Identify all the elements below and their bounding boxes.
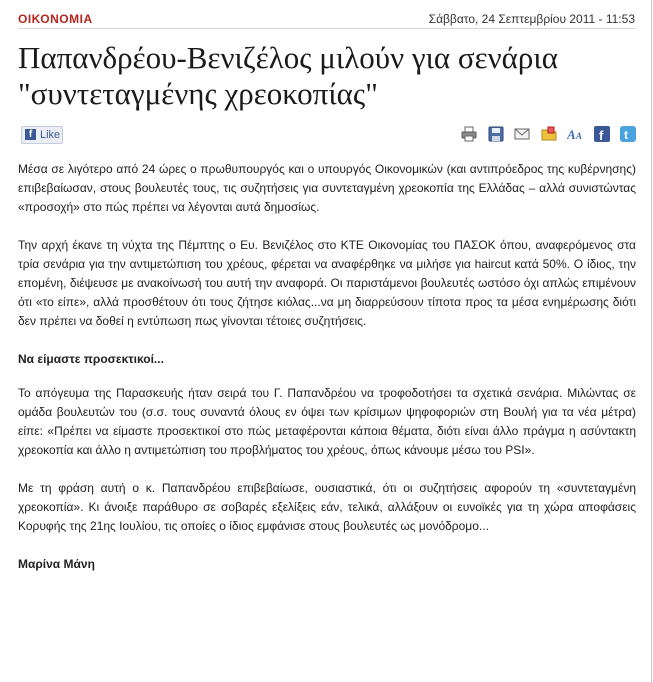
facebook-like-button[interactable] [21,126,63,144]
svg-text:A: A [576,131,583,141]
article-subheading: Να είμαστε προσεκτικοί... [18,352,164,366]
publish-date: Σάββατο, 24 Σεπτεμβρίου 2011 - 11:53 [428,12,635,26]
email-icon[interactable] [514,126,530,142]
like-label: Like [40,129,61,141]
article-body [18,160,636,593]
article-title: Παπανδρέου-Βενιζέλος μιλούν για σενάρια "συντεταγμένης χρεοκοπίας" [18,40,558,111]
svg-text:f: f [598,128,603,142]
svg-text:t: t [624,128,628,142]
share-tools [455,126,636,144]
save-icon[interactable] [488,126,504,142]
print-icon[interactable] [461,126,477,142]
article-paragraph: Την αρχή έκανε τη νύχτα της Πέμπτης ο Ευ. Βενιζέλος στο ΚΤΕ Οικονομίας του ΠΑΣΟΚ όπου, αναφερόμενος στα τρία σενάρια για την αντιμετώπιση του χρέους, φέρεται να αναφέρθηκε να μιλήσε για haircut κατά 50%. Ο ίδιος, την επομένη, διέψευσε με ανακοίνωσή του αυτή την αναφορά. Οι παριστάμενοι βουλευτές ωστόσο όχι απλώς επιμένουν ότι «το είπε», αλλά προσθέτουν ότι τους ζήτησε κιόλας...να μη διαρρεύσουν τίποτα προς τα μέσα ενημέρωσης διότι δεν πρέπει να δοθεί η εντύπωση πως γίνονται τέτοιες συζητήσεις. [18,238,636,328]
font-size-icon[interactable] [567,126,583,142]
article-paragraph: Με τη φράση αυτή ο κ. Παπανδρέου επιβεβαίωσε, ουσιαστικά, ότι οι συζητήσεις αφορούν τη «συντεταγμένη χρεοκοπία». Κι άνοιξε παράθυρο σε σοβαρές εξελίξεις εάν, τελικά, αλλάξουν οι ευνοϊκές για τη χώρα αποφάσεις Κορυφής της 21ης Ιουλίου, τις οποίες ο ίδιος εμφάνισε στους βουλευτές ως μονόδρομο... [18,481,636,533]
section-label[interactable]: ΟΙΚΟΝΟΜΙΑ [18,12,93,26]
article-toolbar [18,124,636,150]
twitter-icon[interactable] [620,126,636,142]
bookmark-icon[interactable] [541,126,557,142]
facebook-icon[interactable] [594,126,610,142]
article-paragraph: Μέσα σε λιγότερο από 24 ώρες ο πρωθυπουργός και ο υπουργός Οικονομικών (και αντιπρόεδρος της κυβέρνησης) επιβεβαίωσαν, στους βουλευτές τους, τις συζητήσεις για συντεταγμένη χρεοκοπία της Ελλάδας – αλλά συνιστώντας «προσοχή» στο πώς πρέπει να λέγονται αυτά δημοσίως. [18,162,636,214]
article-paragraph: Το απόγευμα της Παρασκευής ήταν σειρά του Γ. Παπανδρέου να τροφοδοτήσει τα σχετικά σενάρια. Μιλώντας σε ομάδα βουλευτών του (σ.σ. τους συναντά όλους εν όψει των κρίσιμων ψηφοφοριών στη Βουλή για τα νέα μέτρα) είπε: «Πρέπει να είμαστε προσεκτικοί στο πώς μεταφέρονται κάποια θέματα, διότι είναι άλλο πράγμα η ασύντακτη χρεοκοπία και άλλο η αντιμετώπιση του προβλήματος του χρέους, όπως κάνουμε μέσω του PSI». [18,386,636,457]
facebook-logo-icon: f [25,129,36,140]
article-header-bar [18,6,636,29]
article-author: Μαρίνα Μάνη [18,557,95,571]
svg-text:A: A [567,127,576,142]
